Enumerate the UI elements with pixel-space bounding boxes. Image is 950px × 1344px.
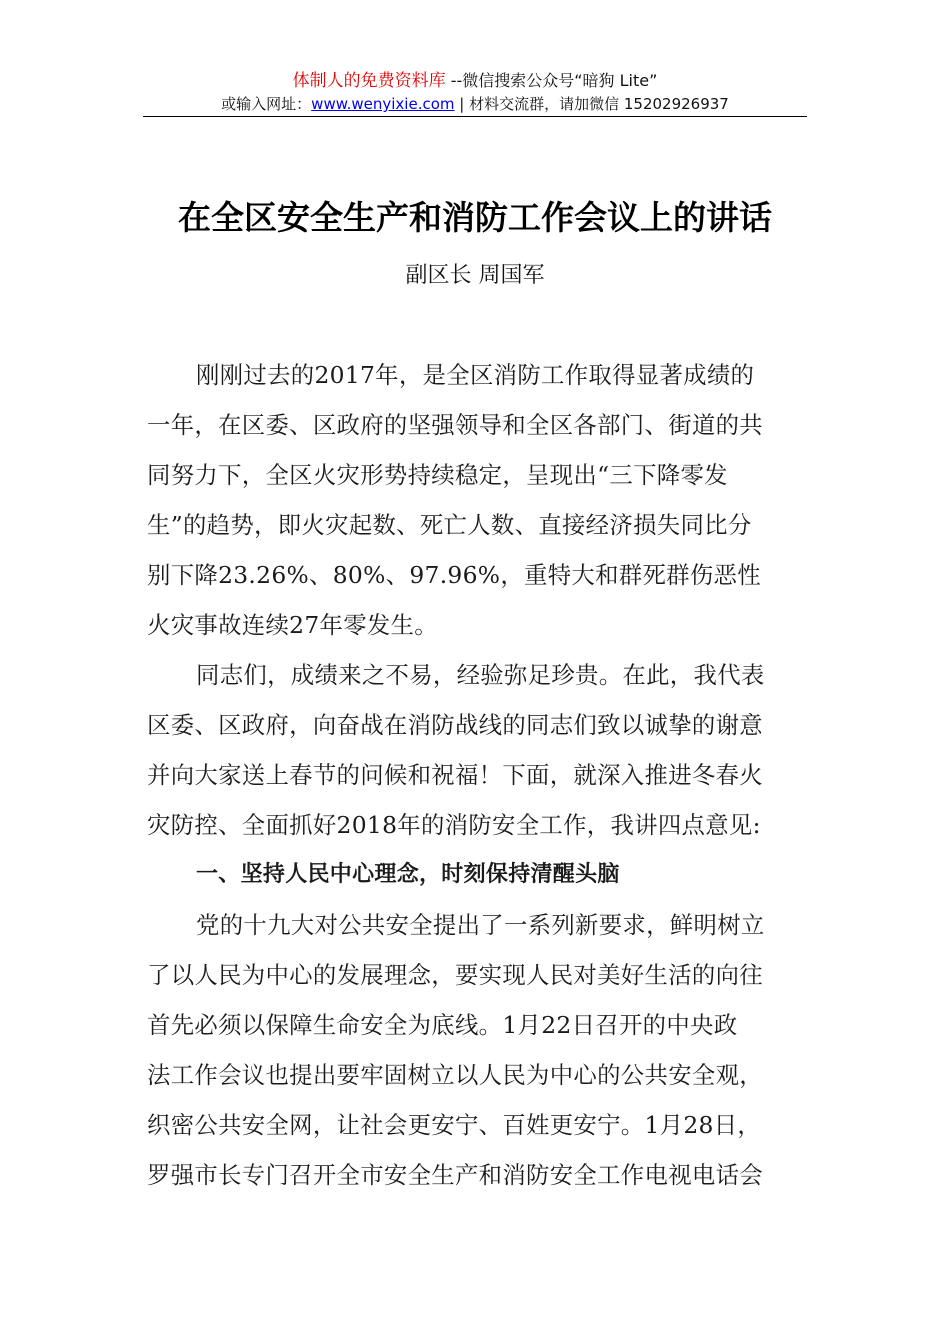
document-title: 在全区安全生产和消防工作会议上的讲话: [178, 198, 772, 237]
body-line: 刚刚过去的2017年，是全区消防工作取得显著成绩的: [196, 361, 755, 389]
body-line: 火灾事故连续27年零发生。: [147, 611, 438, 639]
body-line: 并向大家送上春节的问候和祝福！下面，就深入推进冬春火: [147, 761, 763, 789]
header-contact-line: [143, 93, 807, 115]
body-line: 生”的趋势，即火灾起数、死亡人数、直接经济损失同比分: [147, 511, 752, 539]
header-url-prefix: 或输入网址：: [221, 95, 312, 113]
page-header: [143, 70, 807, 115]
header-url-link[interactable]: www.wenyixie.com: [311, 95, 455, 113]
body-line: 党的十九大对公共安全提出了一系列新要求，鲜明树立: [196, 911, 765, 939]
body-line: 了以人民为中心的发展理念，要实现人民对美好生活的向往: [147, 961, 763, 989]
header-tagline: --微信搜索公众号“暗狗 Lite”: [445, 71, 658, 90]
body-line: 灾防控、全面抓好2018年的消防安全工作，我讲四点意见:: [147, 811, 761, 839]
document-body: [147, 350, 807, 1200]
body-line: 同努力下，全区火灾形势持续稳定，呈现出“三下降零发: [147, 461, 728, 489]
body-line: 罗强市长专门召开全市安全生产和消防安全工作电视电话会: [147, 1161, 763, 1189]
header-contact-suffix: | 材料交流群，请加微信 15202926937: [454, 95, 729, 113]
body-line: 首先必须以保障生命安全为底线。1月22日召开的中央政: [147, 1011, 738, 1039]
header-promo-line: [143, 70, 807, 92]
body-line: 法工作会议也提出要牢固树立以人民为中心的公共安全观，: [147, 1061, 763, 1089]
body-line: 同志们，成绩来之不易，经验弥足珍贵。在此，我代表: [196, 661, 765, 689]
section-heading: 一、坚持人民中心理念，时刻保持清醒头脑: [196, 862, 620, 887]
body-line: 区委、区政府，向奋战在消防战线的同志们致以诚挚的谢意: [147, 711, 763, 739]
body-line: 别下降23.26%、80%、97.96%，重特大和群死群伤恶性: [147, 561, 761, 589]
document-author: 副区长 周国军: [405, 263, 545, 288]
body-line: 织密公共安全网，让社会更安宁、百姓更安宁。1月28日，: [147, 1111, 762, 1139]
body-line: 一年，在区委、区政府的坚强领导和全区各部门、街道的共: [147, 411, 763, 439]
header-divider: [143, 116, 807, 117]
header-brand: 体制人的免费资料库: [292, 71, 446, 91]
